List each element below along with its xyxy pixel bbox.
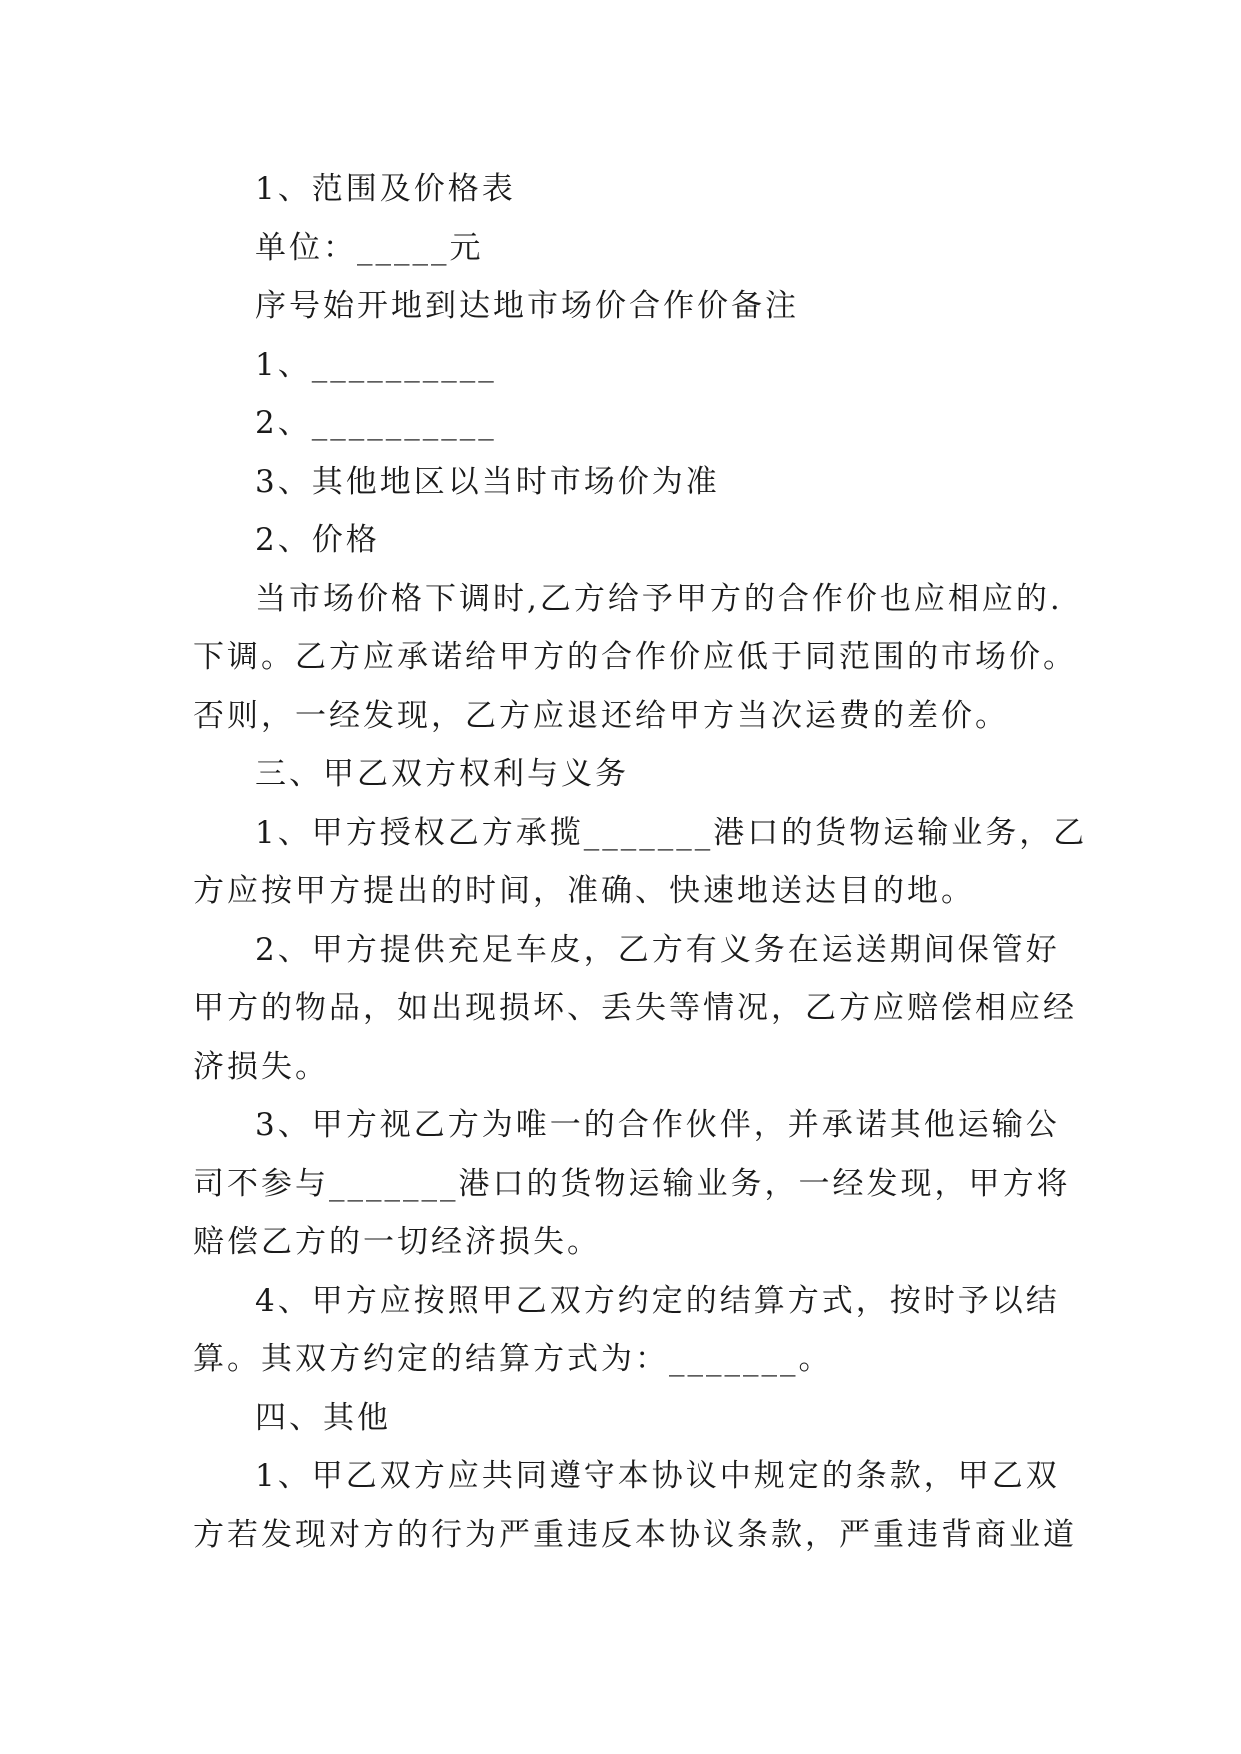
paragraph-line: 4、甲方应按照甲乙双方约定的结算方式，按时予以结 [255,1282,1060,1319]
paragraph-line: 司不参与_______港口的货物运输业务，一经发现，甲方将 [193,1165,1071,1202]
unit-line: 单位：_____元 [255,229,484,266]
paragraph-line: 当市场价格下调时,乙方给予甲方的合作价也应相应的. [255,580,1063,617]
blank-row-1: 1、__________ [255,346,497,383]
paragraph-line: 算。其双方约定的结算方式为：_______。 [193,1341,833,1377]
paragraph-line: 1、甲方授权乙方承揽_______港口的货物运输业务，乙 [255,814,1088,851]
table-header-line: 序号始开地到达地市场价合作价备注 [255,288,799,324]
other-regions-line: 3、其他地区以当时市场价为准 [255,463,720,500]
paragraph-line: 3、甲方视乙方为唯一的合作伙伴，并承诺其他运输公 [255,1107,1060,1143]
heading-price-table: 1、范围及价格表 [255,171,516,207]
paragraph-line: 2、甲方提供充足车皮，乙方有义务在运送期间保管好 [255,931,1060,968]
paragraph-line: 下调。乙方应承诺给甲方的合作价应低于同范围的市场价。 [193,639,1077,675]
document-body [193,160,1088,1564]
paragraph-line: 甲方的物品，如出现损坏、丢失等情况，乙方应赔偿相应经 [193,990,1077,1026]
blank-row-2: 2、__________ [255,405,497,441]
paragraph-line: 方应按甲方提出的时间，准确、快速地送达目的地。 [193,873,975,909]
heading-price: 2、价格 [255,522,380,558]
paragraph-line: 济损失。 [193,1048,329,1085]
paragraph-line: 方若发现对方的行为严重违反本协议条款，严重违背商业道 [193,1516,1077,1553]
paragraph-line: 1、甲乙双方应共同遵守本协议中规定的条款，甲乙双 [255,1458,1060,1494]
paragraph-line: 否则，一经发现，乙方应退还给甲方当次运费的差价。 [193,697,1009,734]
heading-other: 四、其他 [255,1399,391,1436]
paragraph-line: 赔偿乙方的一切经济损失。 [193,1224,601,1260]
heading-rights-obligations: 三、甲乙双方权利与义务 [255,756,629,792]
